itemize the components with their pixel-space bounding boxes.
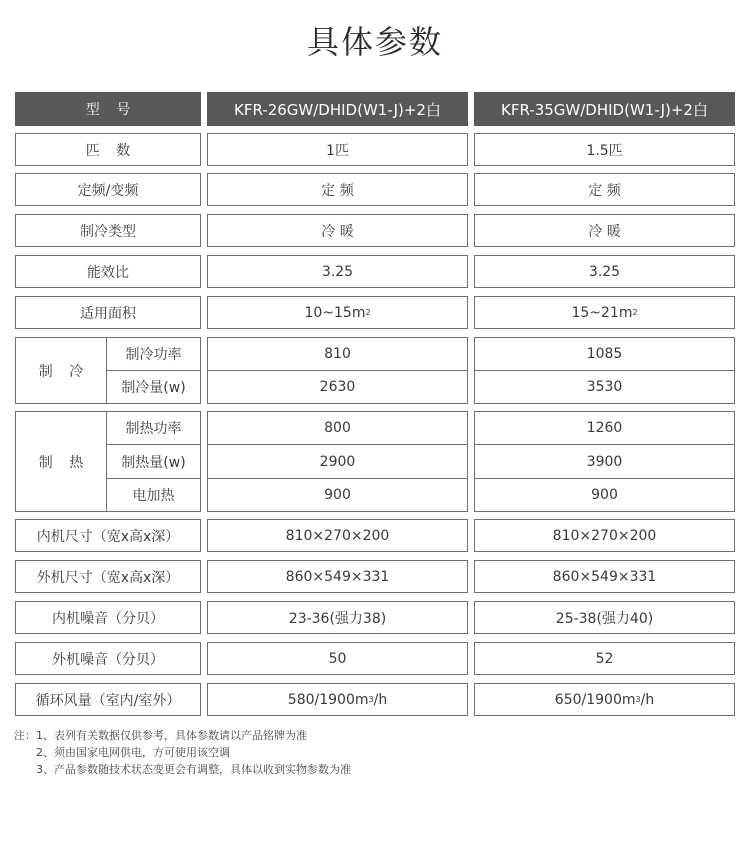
cell-eer-1: 3.25 [207,255,468,288]
group-label-heating: 制 热 [15,411,107,512]
cell-indoor-size-2: 810×270×200 [474,519,735,552]
cell-outdoor-noise-2: 52 [474,642,735,675]
note-line: 2、须由国家电网供电，方可使用该空调 [36,746,230,759]
row-label-type: 制冷类型 [15,214,201,247]
row-label-airflow: 循环风量（室内/室外） [15,683,201,716]
cell-outdoor-size-2: 860×549×331 [474,560,735,593]
cell-indoor-size-1: 810×270×200 [207,519,468,552]
row-label-cooling-capacity: 制冷量(w) [106,370,201,404]
group-label-cooling: 制 冷 [15,337,107,404]
cell-outdoor-size-1: 860×549×331 [207,560,468,593]
cell-freq-1: 定 频 [207,173,468,206]
cell-heating-capacity-2: 3900 [474,444,735,479]
row-label-heating-capacity: 制热量(w) [106,444,201,479]
cell-eer-2: 3.25 [474,255,735,288]
cell-type-1: 冷 暖 [207,214,468,247]
cell-cooling-capacity-1: 2630 [207,370,468,404]
cell-freq-2: 定 频 [474,173,735,206]
cell-cooling-power-2: 1085 [474,337,735,371]
cell-electric-heat-1: 900 [207,478,468,512]
header-model-2: KFR-35GW/DHID(W1-J)+2白 [474,92,735,126]
cell-area-2: 15~21m 2 [474,296,735,329]
row-label-electric-heat: 电加热 [106,478,201,512]
header-model-1: KFR-26GW/DHID(W1-J)+2白 [207,92,468,126]
cell-airflow-1: 580/1900m 3 /h [207,683,468,716]
cell-type-2: 冷 暖 [474,214,735,247]
row-label-outdoor-size: 外机尺寸（宽x高x深） [15,560,201,593]
row-label-area: 适用面积 [15,296,201,329]
row-label-heating-power: 制热功率 [106,411,201,445]
note-line: 3、产品参数随技术状态变更会有调整，具体以收到实物参数为准 [36,763,351,776]
row-label-cooling-power: 制冷功率 [106,337,201,371]
cell-cooling-power-1: 810 [207,337,468,371]
note-line: 注：1、表列有关数据仅供参考，具体参数请以产品铭牌为准 [14,729,307,742]
row-label-indoor-size: 内机尺寸（宽x高x深） [15,519,201,552]
row-label-outdoor-noise: 外机噪音（分贝） [15,642,201,675]
cell-airflow-2: 650/1900m 3 /h [474,683,735,716]
row-label-eer: 能效比 [15,255,201,288]
row-label-freq: 定频/变频 [15,173,201,206]
cell-indoor-noise-1: 23-36(强力38) [207,601,468,634]
cell-pishu-2: 1.5匹 [474,133,735,166]
cell-area-1: 10~15m 2 [207,296,468,329]
cell-heating-power-1: 800 [207,411,468,445]
cell-indoor-noise-2: 25-38(强力40) [474,601,735,634]
cell-outdoor-noise-1: 50 [207,642,468,675]
row-label-indoor-noise: 内机噪音（分贝） [15,601,201,634]
cell-heating-power-2: 1260 [474,411,735,445]
cell-pishu-1: 1匹 [207,133,468,166]
cell-electric-heat-2: 900 [474,478,735,512]
row-label-pishu: 匹 数 [15,133,201,166]
notes [14,727,351,778]
cell-cooling-capacity-2: 3530 [474,370,735,404]
header-label: 型 号 [15,92,201,126]
cell-heating-capacity-1: 2900 [207,444,468,479]
page-title: 具体参数 [306,23,443,61]
